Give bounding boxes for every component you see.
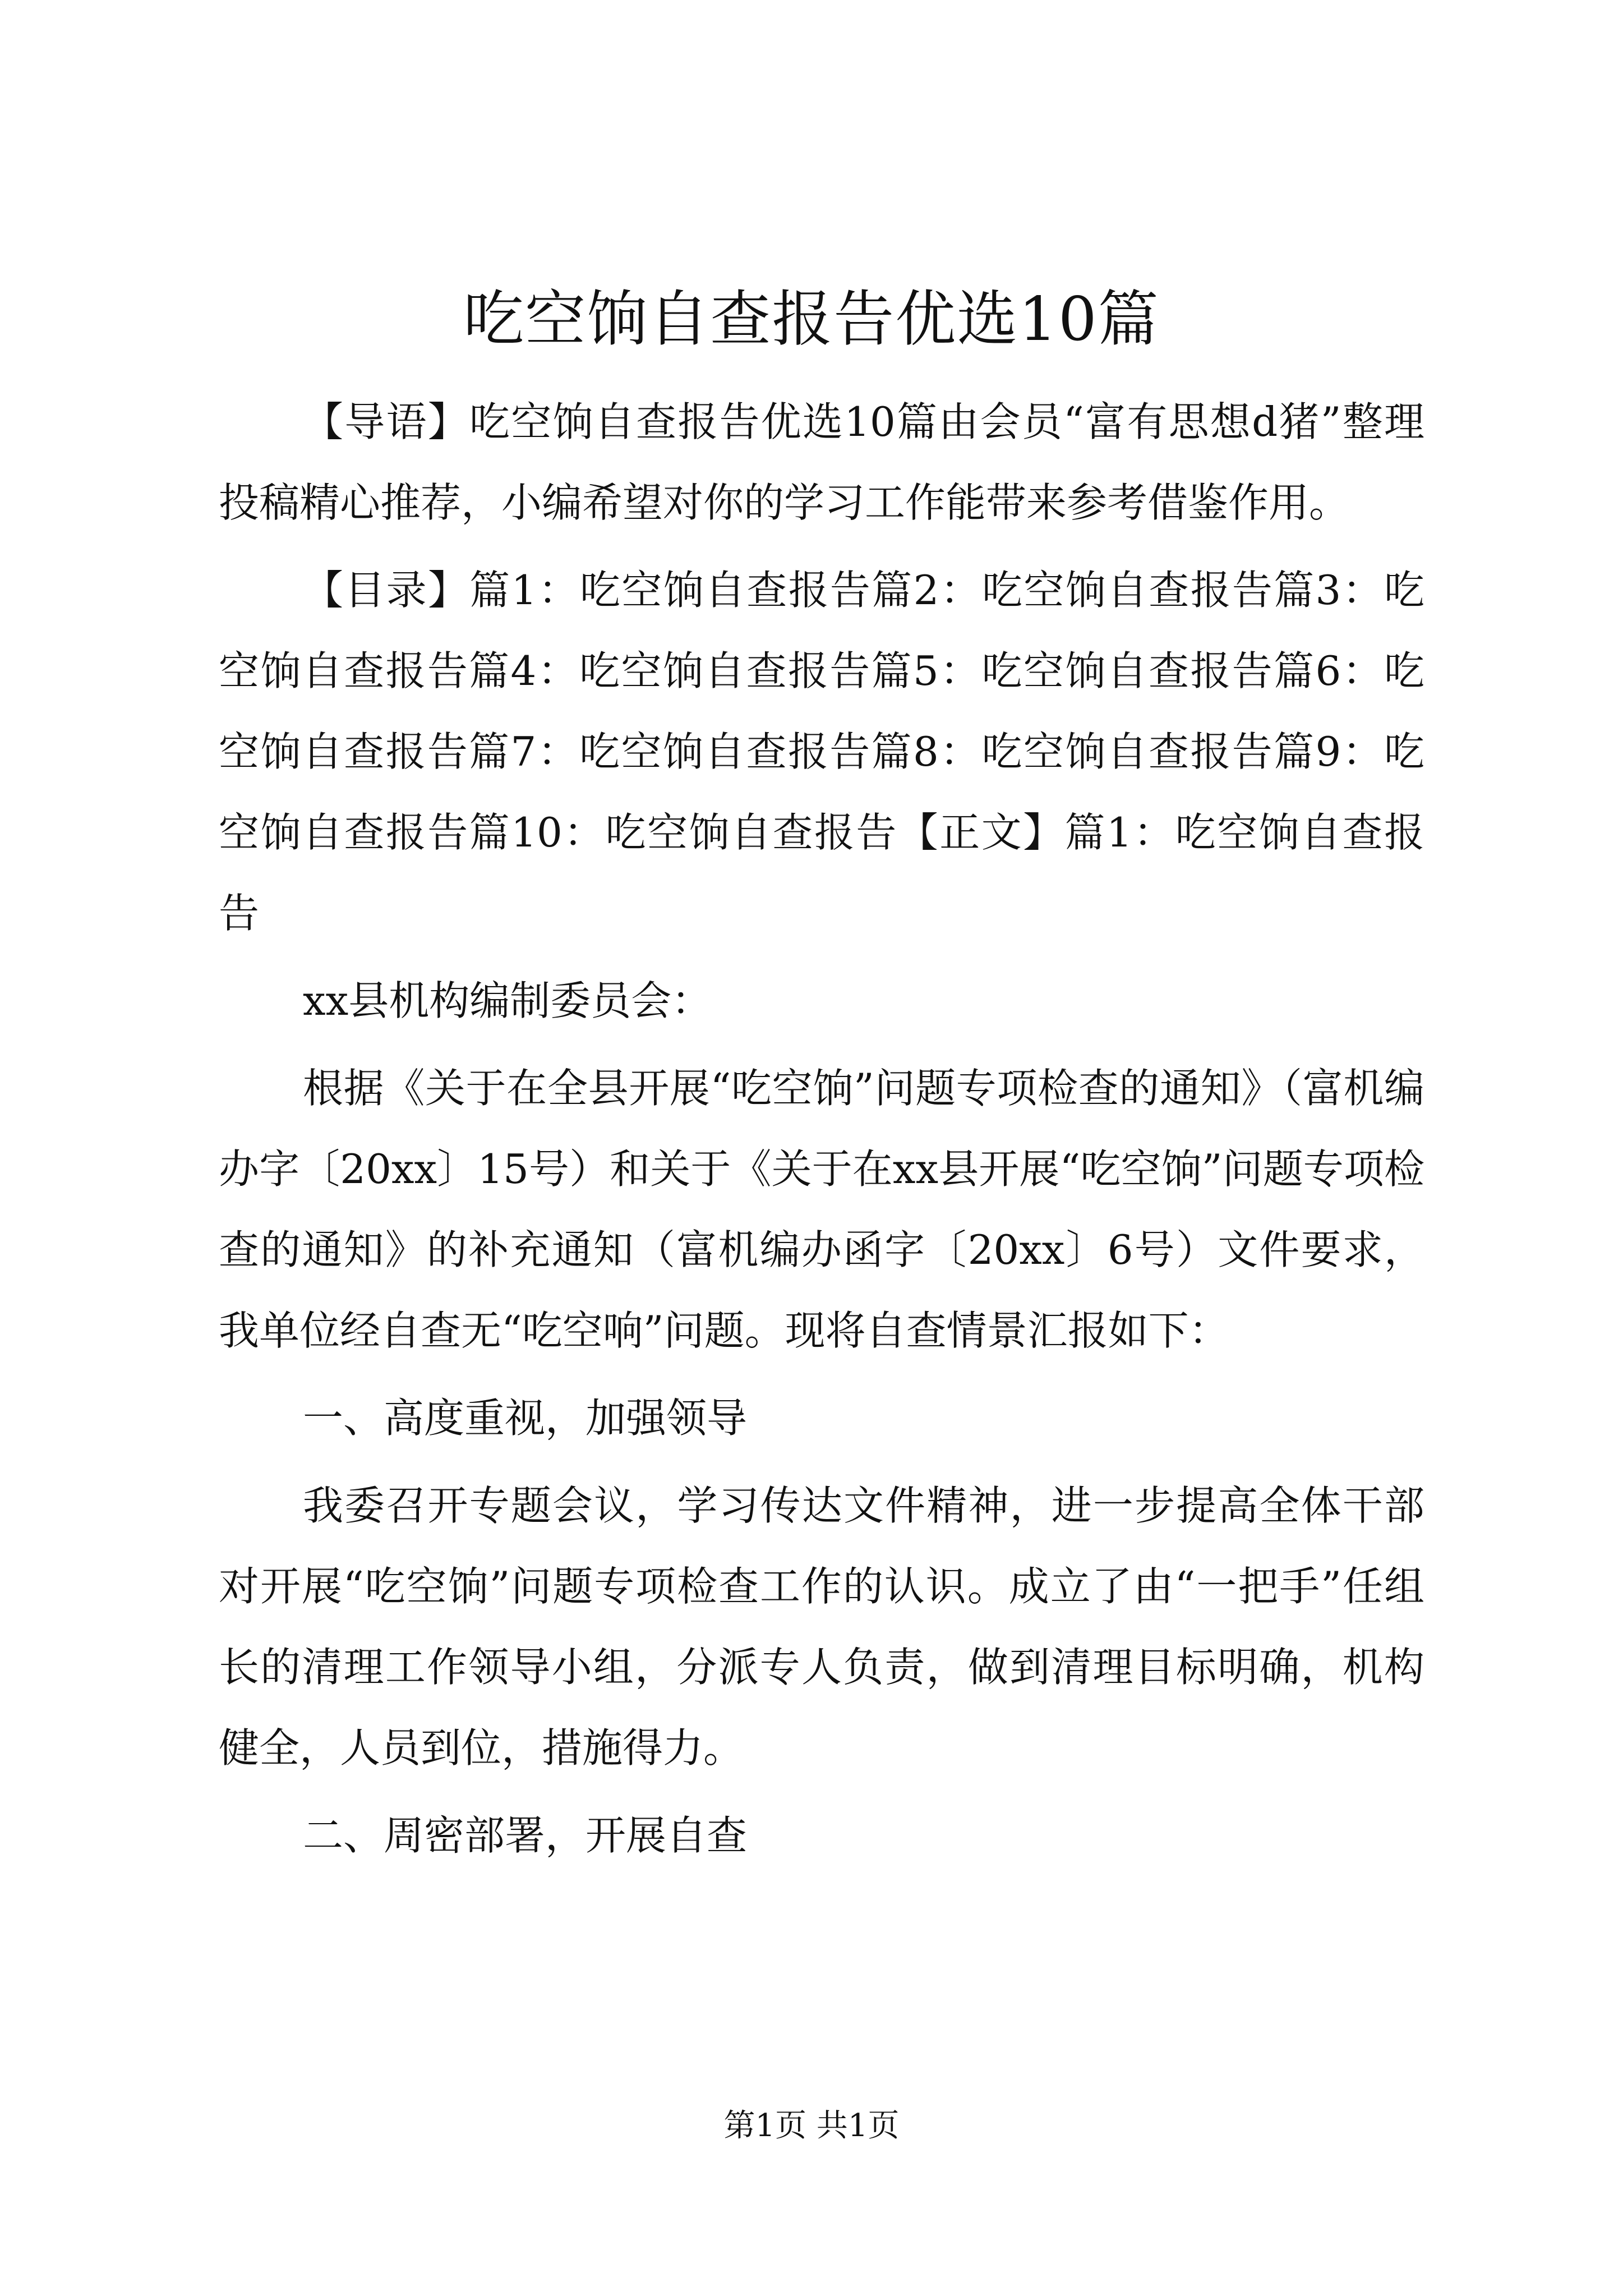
recipient-line: xx县机构编制委员会： (303, 977, 712, 1024)
page-footer: 第1页 共1页 (723, 2108, 900, 2144)
contents-paragraph: 【目录】篇1：吃空饷自查报告篇2：吃空饷自查报告篇3：吃空饷自查报告篇4：吃空饷自查报告篇5：吃空饷自查报告篇6：吃空饷自查报告篇7：吃空饷自查报告篇8：吃空饷自查报告篇9：吃空饷自查报告篇10：吃空饷自查报告【正文】篇1：吃空饷自查报告 (219, 567, 1424, 937)
intro-paragraph: 【导语】吃空饷自查报告优选10篇由会员“富有思想d猪”整理投稿精心推荐，小编希望对你的学习工作能带来参考借鉴作用。 (219, 398, 1424, 526)
section-heading-2: 二、周密部署，开展自查 (303, 1812, 748, 1859)
body-paragraph: 根据《关于在全县开展“吃空饷”问题专项检查的通知》（富机编办字〔20xx〕15号）和关于《关于在xx县开展“吃空饷”问题专项检查的通知》的补充通知（富机编办函字〔20xx〕6号）文件要求，我单位经自查无“吃空响”问题。现将自查情景汇报如下： (219, 1065, 1424, 1354)
section-heading-1: 一、高度重视，加强领导 (303, 1395, 748, 1442)
document-body (219, 381, 1424, 1883)
body-paragraph: 我委召开专题会议，学习传达文件精神，进一步提高全体干部对开展“吃空饷”问题专项检查工作的认识。成立了由“一把手”任组长的清理工作领导小组，分派专人负责，做到清理目标明确，机构健全，人员到位，措施得力。 (219, 1482, 1424, 1772)
document-title: 吃空饷自查报告优选10篇 (463, 284, 1160, 355)
